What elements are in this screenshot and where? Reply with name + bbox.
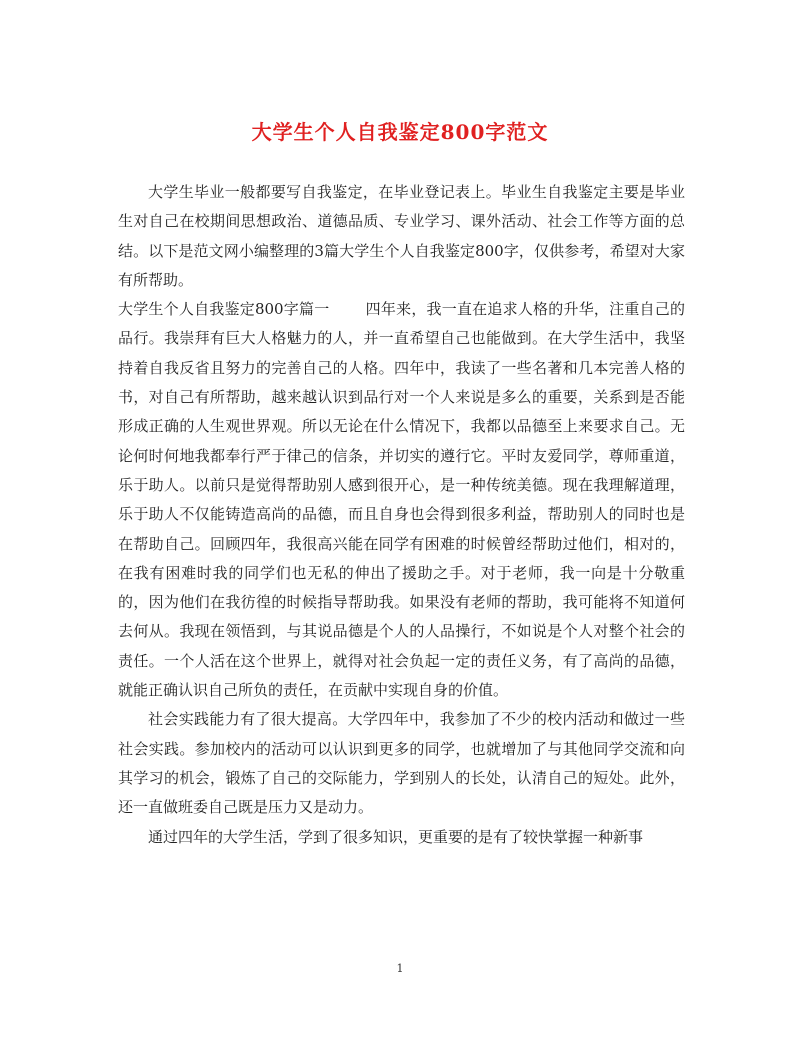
closing-paragraph: 通过四年的大学生活，学到了很多知识，更重要的是有了较快掌握一种新事 (148, 827, 644, 846)
document-body (118, 178, 685, 852)
intro-paragraph: 大学生毕业一般都要写自我鉴定，在毕业登记表上。毕业生自我鉴定主要是毕业生对自己在校期间思想政治、道德品质、专业学习、课外活动、社会工作等方面的总结。以下是范文网小编整理的3篇大学生个人自我鉴定800字，仅供参考，希望对大家有所帮助。 (118, 183, 685, 289)
page-number: 1 (396, 962, 404, 975)
document-title: 大学生个人自我鉴定800字范文 (251, 120, 549, 144)
section-heading: 大学生个人自我鉴定800字篇一 (118, 300, 330, 319)
section-paragraph (118, 295, 685, 705)
practice-paragraph: 社会实践能力有了很大提高。大学四年中，我参加了不少的校内活动和做过一些社会实践。参加校内的活动可以认识到更多的同学，也就增加了与其他同学交流和向其学习的机会，锻炼了自己的交际能力，学到别人的长处，认清自己的短处。此外，还一直做班委自己既是压力又是动力。 (118, 710, 685, 817)
section-text: 四年来，我一直在追求人格的升华，注重自己的品行。我崇拜有巨大人格魅力的人，并一直希望自己也能做到。在大学生活中，我坚持着自我反省且努力的完善自己的人格。四年中，我读了一些名著和几本完善人格的书，对自己有所帮助，越来越认识到品行对一个人来说是多么的重要，关系到是否能形成正确的人生观世界观。所以无论在什么情况下，我都以品德至上来要求自己。无论何时何地我都奉行严于律己的信条，并切实的遵行它。平时友爱同学，尊师重道，乐于助人。以前只是觉得帮助别人感到很开心，是一种传统美德。现在我理解道理，乐于助人不仅能铸造高尚的品德，而且自身也会得到很多利益，帮助别人的同时也是在帮助自己。回顾四年，我很高兴能在同学有困难的时候曾经帮助过他们，相对的，在我有困难时我的同学们也无私的伸出了援助之手。对于老师，我一向是十分敬重的，因为他们在我彷徨的时候指导帮助我。如果没有老师的帮助，我可能将不知道何去何从。我现在领悟到，与其说品德是个人的人品操行，不如说是个人对整个社会的责任。一个人活在这个世界上，就得对社会负起一定的责任义务，有了高尚的品德，就能正确认识自己所负的责任，在贡献中实现自身的价值。 (118, 300, 685, 700)
